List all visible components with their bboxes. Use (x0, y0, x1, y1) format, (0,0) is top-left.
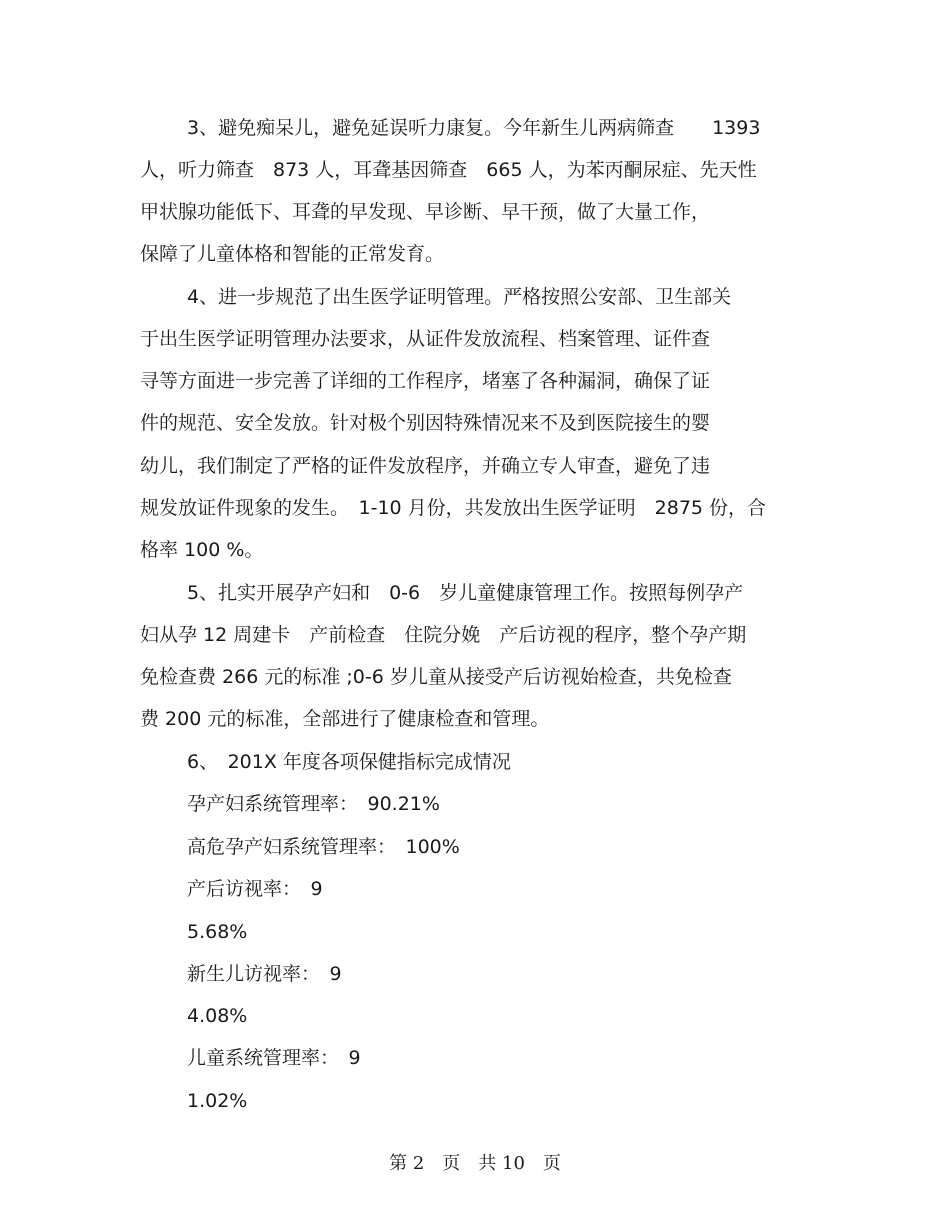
page-number-footer: 第 2 页 共 10 页 (389, 1153, 561, 1174)
paragraph-4-line-3: 寻等方面进一步完善了详细的工作程序，堵塞了各种漏洞，确保了证 (140, 370, 711, 392)
paragraph-3-line-4: 保障了儿童体格和智能的正常发育。 (140, 243, 445, 265)
indicators-heading: 6、 201X 年度各项保健指标完成情况 (187, 751, 511, 773)
paragraph-3-line-3: 甲状腺功能低下、耳聋的早发现、早诊断、早干预，做了大量工作， (140, 201, 711, 223)
paragraph-4-line-7: 格率 100 %。 (140, 539, 264, 561)
indicator-item: 5.68% (187, 921, 248, 943)
paragraph-4-line-4: 件的规范、安全发放。针对极个别因特殊情况来不及到医院接生的婴 (140, 412, 711, 434)
paragraph-4-line-5: 幼儿，我们制定了严格的证件发放程序，并确立专人审查，避免了违 (140, 455, 711, 477)
paragraph-3-line-2: 人，听力筛查 873 人，耳聋基因筛查 665 人，为苯丙酮尿症、先天性 (140, 159, 757, 181)
paragraph-5-line-1: 5、扎实开展孕产妇和 0-6 岁儿童健康管理工作。按照每例孕产 (187, 582, 744, 604)
paragraph-4-line-1: 4、进一步规范了出生医学证明管理。严格按照公安部、卫生部关 (187, 286, 732, 308)
paragraph-5-line-4: 费 200 元的标准，全部进行了健康检查和管理。 (140, 708, 550, 730)
paragraph-5-line-3: 免检查费 266 元的标准 ;0-6 岁儿童从接受产后访视始检查，共免检查 (140, 666, 732, 688)
paragraph-3-line-1: 3、避免痴呆儿，避免延误听力康复。今年新生儿两病筛查 1393 (187, 117, 761, 139)
paragraph-4-line-2: 于出生医学证明管理办法要求，从证件发放流程、档案管理、证件查 (140, 328, 711, 350)
indicator-item: 儿童系统管理率： 9 (187, 1047, 361, 1069)
indicator-item: 1.02% (187, 1090, 248, 1112)
paragraph-4-line-6: 规发放证件现象的发生。 1-10 月份，共发放出生医学证明 2875 份，合 (140, 497, 767, 519)
indicator-item: 产后访视率： 9 (187, 878, 323, 900)
indicator-item: 新生儿访视率： 9 (187, 963, 342, 985)
indicator-item: 孕产妇系统管理率： 90.21% (187, 793, 440, 815)
indicator-item: 4.08% (187, 1005, 248, 1027)
paragraph-5-line-2: 妇从孕 12 周建卡 产前检查 住院分娩 产后访视的程序，整个孕产期 (140, 624, 747, 646)
indicator-item: 高危孕产妇系统管理率： 100% (187, 836, 460, 858)
